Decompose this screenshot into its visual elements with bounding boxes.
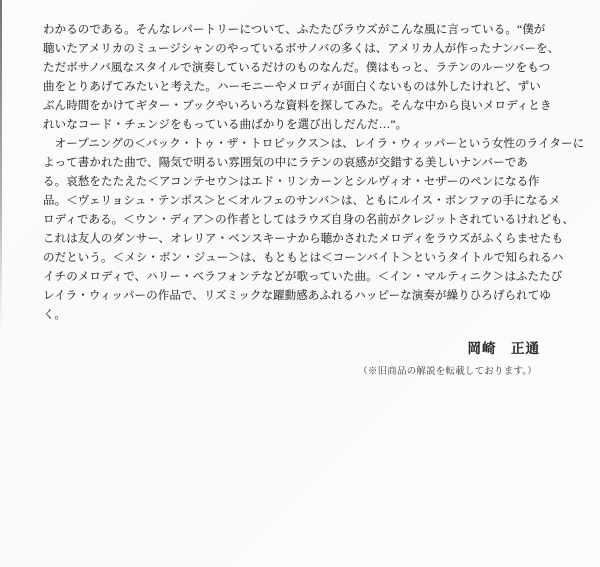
text-line: よって書かれた曲で、陽気で明るい雰囲気の中にラテンの哀感が交錯する美しいナンバーであ bbox=[43, 157, 529, 169]
text-line: れいなコード・チェンジをもっている曲ばかりを選び出しだんだ…”。 bbox=[43, 119, 408, 131]
text-line: レイラ・ウィッパーの作品で、リズミックな躍動感あふれるハッピーな演奏が繰りひろげられてゆ bbox=[43, 290, 551, 302]
text-line: 曲をとりあげてみたいと考えた。ハーモニーやメロディが面白くないものは外したけれど、ずい bbox=[43, 81, 541, 93]
text-line: イチのメロディで、ハリー・ベラフォンテなどが歌っていた曲。＜イン・マルティニク＞はふたたび bbox=[43, 271, 563, 283]
author-name: 岡崎 正通 bbox=[467, 341, 540, 356]
scan-edge-artifact bbox=[0, 0, 2, 338]
text-line: わかるのである。そんなレパートリーについて、ふたたびラウズがこんな風に言っている。“僕が bbox=[43, 24, 546, 36]
text-line: オープニングの＜バック・トゥ・ザ・トロピックス＞は、レイラ・ウィッパーという女性のライターに bbox=[43, 138, 585, 150]
body-text bbox=[43, 21, 585, 325]
text-line: 聴いたアメリカのミュージシャンのやっているボサノバの多くは、アメリカ人が作ったナンバーを、 bbox=[43, 43, 560, 55]
text-line: これは友人のダンサー、オレリア・ベンスキーナから聴かされたメロディをラウズがふくらませたも bbox=[43, 233, 564, 245]
text-line: のだという。＜メシ・ボン・ジュー＞は、もともとは＜コーンバイト＞というタイトルで知られるハ bbox=[43, 252, 564, 264]
reprint-note: （※旧商品の解説を転載しております。） bbox=[358, 367, 537, 377]
text-line: ただボサノバ風なスタイルで演奏しているだけのものなんだ。僕はもっと、ラテンのルーツをもつ bbox=[43, 62, 551, 74]
text-line: ぶん時間をかけてギター・ブックやいろいろな資料を探してみた。そんな中から良いメロディとき bbox=[43, 100, 552, 112]
text-line: 品。＜ヴェリョシュ・テンポス＞と＜オルフェのサンバ＞は、ともにルイス・ボンファの手になるメ bbox=[43, 195, 561, 207]
text-line: ロディである。＜ウン・ディア＞の作者としてはラウズ自身の名前がクレジットされているけれども、 bbox=[43, 214, 575, 226]
text-line: く。 bbox=[43, 309, 66, 321]
text-line: る。哀愁をたたえた＜アコンテセウ＞はエド・リンカーンとシルヴィオ・セザーのペンになる作 bbox=[43, 176, 540, 188]
